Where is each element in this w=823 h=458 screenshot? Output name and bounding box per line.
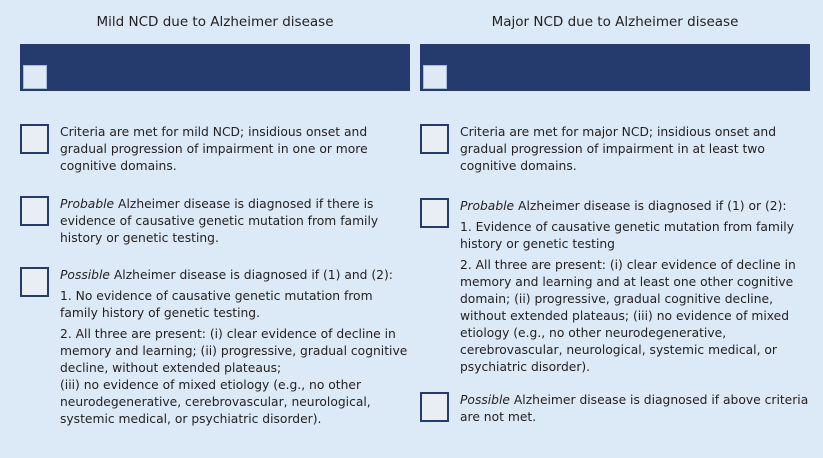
major-probable-condition-2: 2. All three are present: (i) clear evidence of decline in memory and learning and at least one other cognitive domain; (ii) progressive, gradual cognitive decline, without extended plateaus; (iii) no evidence of mixed etiology (e.g., no other neurodegenerative, cerebrovascular, neurological, systemic medical, or psychiatric disorder). [460, 258, 796, 374]
mild-possible-description: Alzheimer disease is diagnosed if (1) and (2): [109, 268, 393, 282]
mild-probable-description: Alzheimer disease is diagnosed if there is evidence of causative genetic mutation from family history or genetic testing. [60, 197, 379, 245]
mild-possible-text [60, 267, 410, 284]
major-ncd-header-checkbox[interactable] [423, 65, 447, 89]
mild-possible-condition-1: 1. No evidence of causative genetic mutation from family history of genetic testing. [60, 289, 373, 320]
mild-probable-checkbox[interactable] [20, 196, 49, 226]
mild-probable-text [60, 196, 410, 247]
major-possible-description: Alzheimer disease is diagnosed if above criteria are not met. [460, 393, 809, 424]
mild-criteria-text: Criteria are met for mild NCD; insidious onset and gradual progression of impairment in one or more cognitive domains. [60, 125, 368, 173]
mild-ncd-header-bar [20, 44, 410, 91]
major-probable-text [460, 198, 810, 215]
major-ncd-title: Major NCD due to Alzheimer disease [491, 14, 739, 30]
mild-possible-label: Possible [60, 268, 110, 282]
mild-ncd-header-checkbox[interactable] [23, 65, 47, 89]
major-possible-checkbox[interactable] [420, 392, 449, 422]
major-probable-label: Probable [460, 199, 515, 213]
major-possible-label: Possible [460, 393, 510, 407]
major-criteria-checkbox[interactable] [420, 124, 449, 154]
major-probable-condition-1: 1. Evidence of causative genetic mutation from family history or genetic testing [460, 220, 794, 251]
mild-possible-condition-3: (iii) no evidence of mixed etiology (e.g., no other neurodegenerative, cerebrovascular, neurological, systemic medical, or psychiatric disorder). [60, 378, 371, 426]
major-probable-checkbox[interactable] [420, 198, 449, 228]
major-criteria-text: Criteria are met for major NCD; insidious onset and gradual progression of impairment in at least two cognitive domains. [460, 125, 777, 173]
major-probable-description: Alzheimer disease is diagnosed if (1) or (2): [514, 199, 787, 213]
mild-possible-checkbox[interactable] [20, 267, 49, 297]
mild-probable-label: Probable [60, 197, 115, 211]
major-ncd-header-bar [420, 44, 810, 91]
mild-criteria-checkbox[interactable] [20, 124, 49, 154]
mild-ncd-title: Mild NCD due to Alzheimer disease [96, 14, 334, 30]
major-possible-text [460, 392, 810, 426]
mild-possible-condition-2: 2. All three are present: (i) clear evidence of decline in memory and learning; (ii) progressive, gradual cognitive decline, without extended plateaus; [60, 327, 408, 375]
